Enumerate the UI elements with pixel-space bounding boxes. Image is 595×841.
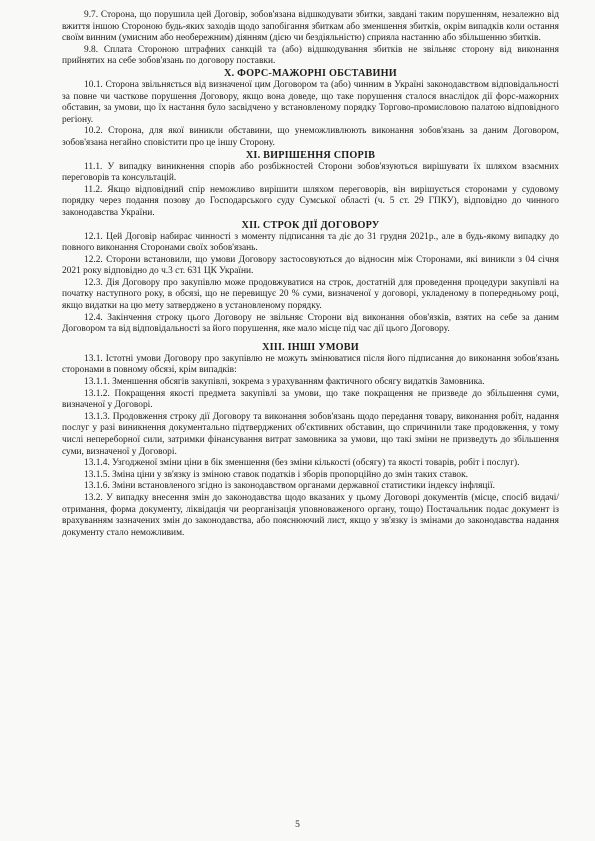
paragraph: 9.8. Сплата Стороною штрафних санкцій та (або) відшкодування збитків не звільняє сторону від виконання прийнятих на себе зобов'язань по договору поставки. bbox=[62, 44, 559, 67]
paragraph: 12.4. Закінчення строку цього Договору не звільняє Сторони від виконання обов'язків, взятих на себе за даним Договором та від відповідальності за його порушення, яке мало місце під час дії цього Договору. bbox=[62, 312, 559, 335]
paragraph: 13.1.1. Зменшення обсягів закупівлі, зокрема з урахуванням фактичного обсягу видатків Замовника. bbox=[84, 377, 485, 388]
paragraph: 11.2. Якщо відповідний спір неможливо вирішити шляхом переговорів, він вирішується сторонами у судовому порядку через подання позову до Господарського суду Сумської області (ч. 5 ст. 29 ГПКУ), відповідно до чинного законодавства України. bbox=[62, 184, 559, 218]
paragraph: 12.1. Цей Договір набирає чинності з моменту підписання та діє до 31 грудня 2021р., але в будь-якому випадку до повного виконання Сторонами своїх зобов'язань. bbox=[62, 231, 559, 254]
paragraph: 13.1.3. Продовження строку дії Договору та виконання зобов'язань щодо передання товару, виконання робіт, надання послуг у разі виникнення документально підтверджених об'єктивних обставин, що спричинили таке продовження, у тому числі непереборної сили, затримки фінансування витрат замовника за умови, що такі зміни не призведуть до збільшення суми, визначеної у Договорі. bbox=[62, 411, 559, 457]
paragraph: 12.2. Сторони встановили, що умови Договору застосовуються до відносин між Сторонами, які виникли з 04 січня 2021 року відповідно до ч.3 ст. 631 ЦК України. bbox=[62, 254, 559, 277]
paragraph: 13.1.5. Зміна ціни у зв'язку із зміною ставок податків і зборів пропорційно до змін таких ставок. bbox=[84, 469, 469, 480]
section-heading: XI. ВИРІШЕННЯ СПОРІВ bbox=[245, 149, 376, 161]
paragraph: 13.1.4. Узгодженої зміни ціни в бік зменшення (без зміни кількості (обсягу) та якості товарів, робіт і послуг). bbox=[84, 458, 520, 469]
paragraph: 10.1. Сторона звільняється від визначеної цим Договором та (або) чинним в Україні законодавством відповідальності за повне чи часткове порушення Договору, якщо вона доведе, що таке порушення сталося внаслідок дії форс-мажорних обставин, за умови, що їх настання було засвідчено у встановленому порядку Торгово-промисловою палатою відповідного регіону. bbox=[62, 79, 559, 125]
section-heading: XII. СТРОК ДІЇ ДОГОВОРУ bbox=[241, 219, 380, 231]
paragraph: 9.7. Сторона, що порушила цей Договір, зобов'язана відшкодувати збитки, завдані таким порушенням, незалежно від вжиття іншою Стороною будь-яких заходів щодо запобігання збиткам або зменшення збитків, окрім випадків коли остання своїм винним (умисним або необережним) діянням (дією чи бездіяльністю) сприяла настанню або збільшенню збитків. bbox=[62, 10, 559, 44]
section-heading: XIII. ІНШІ УМОВИ bbox=[262, 341, 359, 353]
paragraph: 13.1. Істотні умови Договору про закупівлю не можуть змінюватися після його підписання до виконання зобов'язань сторонами в повному обсязі, крім випадків: bbox=[62, 353, 559, 376]
document-body bbox=[62, 10, 559, 539]
paragraph: 13.1.2. Покращення якості предмета закупівлі за умови, що таке покращення не призведе до збільшення суми, визначеної у Договорі. bbox=[62, 388, 559, 411]
page-number: 5 bbox=[295, 820, 300, 830]
paragraph: 12.3. Дія Договору про закупівлю може продовжуватися на строк, достатній для проведення процедури закупівлі на початку наступного року, в обсязі, що не перевищує 20 % суми, визначеної у договорі, укладеному в попередньому році, якщо видатки на цю мету затверджено в установленому порядку. bbox=[62, 277, 559, 312]
section-heading: X. ФОРС-МАЖОРНІ ОБСТАВИНИ bbox=[224, 67, 397, 79]
paragraph: 10.2. Сторона, для якої виникли обставини, що унеможливлюють виконання зобов'язань за даним Договором, зобов'язана негайно сповістити про це іншу Сторону. bbox=[62, 126, 559, 148]
paragraph: 11.1. У випадку виникнення спорів або розбіжностей Сторони зобов'язуються вирішувати їх шляхом взаємних переговорів та консультацій. bbox=[62, 161, 559, 184]
paragraph: 13.2. У випадку внесення змін до законодавства щодо вказаних у цьому Договорі документів (місце, спосіб видачі/отримання, форма документу, ліквідація чи реорганізація уповноваженого органу, тощо) Постачальник подає документ із врахуванням зазначених змін до законодавства, або пояснюючий лист, якщо у зв'язку із змінами до законодавства надання документу стало неможливим. bbox=[62, 492, 559, 538]
paragraph: 13.1.6. Зміни встановленого згідно із законодавством органами державної статистики індексу інфляції. bbox=[84, 481, 495, 492]
